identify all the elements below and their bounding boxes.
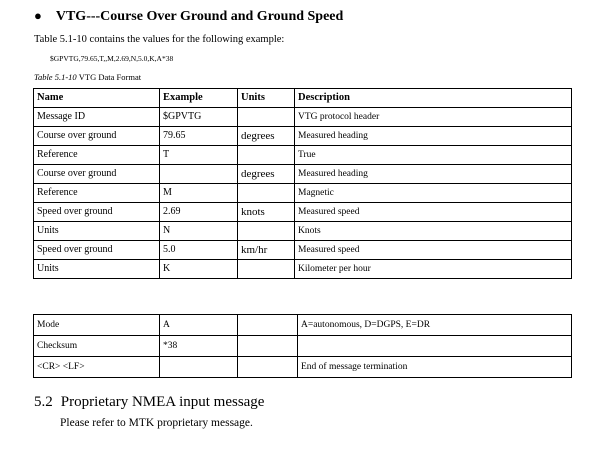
header-name: Name [34,89,160,108]
cell-name: Mode [34,315,160,336]
table-row [34,108,572,127]
cell-units: km/hr [238,241,295,260]
cell-units: degrees [238,165,295,184]
cell-example [160,165,238,184]
cell-units [238,357,298,378]
table-row [34,203,572,222]
cell-example: M [160,184,238,203]
cell-units [238,336,298,357]
cell-name: Checksum [34,336,160,357]
table-caption [34,72,141,82]
cell-units: degrees [238,127,295,146]
cell-description: Magnetic [295,184,572,203]
cell-example: N [160,222,238,241]
header-units: Units [238,89,295,108]
caption-text: VTG Data Format [78,72,142,82]
cell-name: <CR> <LF> [34,357,160,378]
caption-label: Table 5.1-10 [34,72,77,82]
bullet-icon: ● [34,8,42,23]
cell-units: knots [238,203,295,222]
cell-example: *38 [160,336,238,357]
header-description: Description [295,89,572,108]
table-row [34,222,572,241]
cell-description: Knots [295,222,572,241]
cell-example: A [160,315,238,336]
vtg-data-table-continued [33,314,572,378]
cell-example: 5.0 [160,241,238,260]
cell-example: T [160,146,238,165]
cell-example [160,357,238,378]
intro-text: Table 5.1-10 contains the values for the following example: [34,34,285,45]
table-header-row [34,89,572,108]
cell-example: $GPVTG [160,108,238,127]
table-row [34,336,572,357]
cell-units [238,260,295,279]
cell-name: Reference [34,146,160,165]
table-row [34,357,572,378]
cell-name: Units [34,222,160,241]
cell-description: End of message termination [298,357,572,378]
cell-description: Measured speed [295,241,572,260]
cell-units [238,108,295,127]
example-sentence: $GPVTG,79.65,T,,M,2.69,N,5.0,K,A*38 [50,54,174,63]
cell-example: K [160,260,238,279]
cell-description: Measured heading [295,127,572,146]
cell-units [238,315,298,336]
cell-description [298,336,572,357]
section-title [34,394,264,411]
table-row [34,127,572,146]
cell-description: Kilometer per hour [295,260,572,279]
cell-name: Units [34,260,160,279]
header-example: Example [160,89,238,108]
table-row [34,241,572,260]
cell-description: Measured speed [295,203,572,222]
section-heading [34,8,343,25]
table-row [34,315,572,336]
cell-example: 79.65 [160,127,238,146]
cell-description: Measured heading [295,165,572,184]
cell-units [238,146,295,165]
table-row [34,146,572,165]
cell-name: Course over ground [34,127,160,146]
section-title-text: Proprietary NMEA input message [60,394,265,410]
cell-name: Reference [34,184,160,203]
cell-example: 2.69 [160,203,238,222]
cell-description: True [295,146,572,165]
cell-description: A=autonomous, D=DGPS, E=DR [298,315,572,336]
section-body: Please refer to MTK proprietary message. [60,417,253,429]
cell-description: VTG protocol header [295,108,572,127]
heading-title: VTG---Course Over Ground and Ground Speed [55,9,344,24]
cell-units [238,184,295,203]
cell-name: Speed over ground [34,203,160,222]
cell-name: Message ID [34,108,160,127]
table-row [34,184,572,203]
section-number: 5.2 [34,394,53,410]
vtg-data-table [33,88,572,279]
cell-name: Course over ground [34,165,160,184]
cell-units [238,222,295,241]
table-row [34,260,572,279]
cell-name: Speed over ground [34,241,160,260]
table-row [34,165,572,184]
